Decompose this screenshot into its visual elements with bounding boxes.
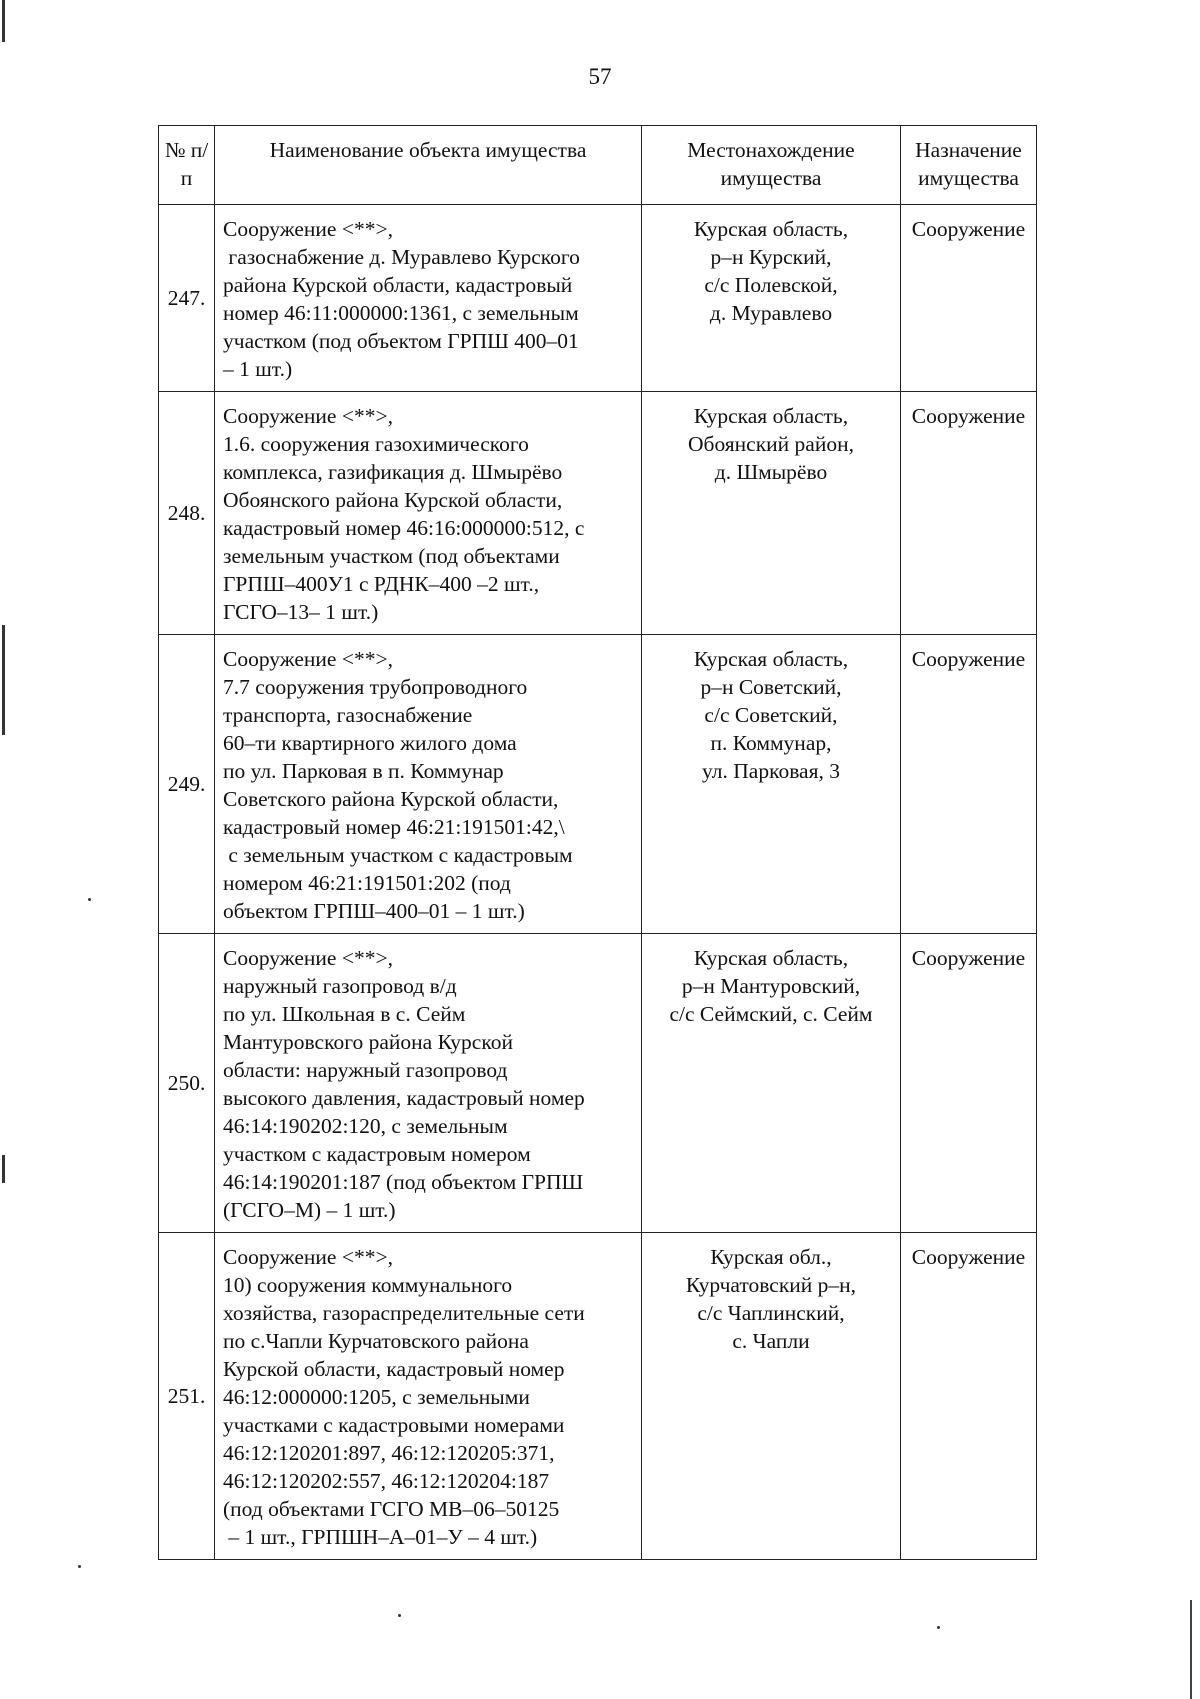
object-name-line: высокого давления, кадастровый номер	[223, 1086, 585, 1110]
object-name-line: 46:12:120202:557, 46:12:120204:187	[223, 1469, 550, 1493]
object-purpose: Сооружение	[901, 205, 1037, 392]
object-name-line: Сооружение <**>,	[223, 404, 393, 428]
object-name-line: области: наружный газопровод	[223, 1058, 508, 1082]
object-name-line: района Курской области, кадастровый	[223, 273, 573, 297]
object-location	[642, 1233, 901, 1560]
scan-dot-3	[398, 1614, 401, 1617]
row-number: 247.	[159, 205, 215, 392]
object-name-line: 7.7 сооружения трубопроводного	[223, 675, 528, 699]
object-purpose: Сооружение	[901, 635, 1037, 934]
object-name-line: хозяйства, газораспределительные сети	[223, 1301, 585, 1325]
object-location	[642, 392, 901, 635]
row-number: 248.	[159, 392, 215, 635]
object-location-line: Курская обл.,	[710, 1245, 832, 1269]
object-location-line: р–н Советский,	[700, 675, 842, 699]
header-purpose: Назначение имущества	[901, 126, 1037, 205]
scan-margin-mark-2	[2, 625, 5, 735]
row-number: 250.	[159, 934, 215, 1233]
object-name-line: земельным участком (под объектами	[223, 544, 560, 568]
object-name-line: по ул. Парковая в п. Коммунар	[223, 759, 504, 783]
object-name-line: – 1 шт.)	[223, 357, 293, 381]
object-location	[642, 205, 901, 392]
object-location	[642, 934, 901, 1233]
object-name-line: с земельным участком с кадастровым	[223, 843, 573, 867]
object-name-line: 1.6. сооружения газохимического	[223, 432, 529, 456]
object-name-line: 46:12:120201:897, 46:12:120205:371,	[223, 1441, 555, 1465]
object-name-line: объектом ГРПШ–400–01 – 1 шт.)	[223, 899, 525, 923]
object-location-line: с/с Советский,	[704, 703, 838, 727]
object-location-line: д. Муравлево	[709, 301, 833, 325]
scan-margin-mark-1	[2, 0, 5, 42]
object-name-line: Сооружение <**>,	[223, 217, 393, 241]
object-location-line: Курская область,	[693, 217, 849, 241]
table-row	[159, 934, 1037, 1233]
row-number: 249.	[159, 635, 215, 934]
object-location-line: р–н Мантуровский,	[681, 974, 861, 998]
object-name-line: Мантуровского района Курской	[223, 1030, 513, 1054]
table-row	[159, 392, 1037, 635]
object-location-line: с/с Чаплинский,	[697, 1301, 845, 1325]
table-row	[159, 635, 1037, 934]
object-name-line: транспорта, газоснабжение	[223, 703, 473, 727]
row-number: 251.	[159, 1233, 215, 1560]
object-name-line: участками с кадастровыми номерами	[223, 1413, 565, 1437]
object-location-line: Курская область,	[693, 647, 849, 671]
object-location-line: Курская область,	[693, 404, 849, 428]
table-row	[159, 1233, 1037, 1560]
header-location: Местонахождение имущества	[642, 126, 901, 205]
object-location-line: д. Шмырёво	[714, 460, 828, 484]
object-name-line: ГСГО–13– 1 шт.)	[223, 600, 379, 624]
object-name-line: номер 46:11:000000:1361, с земельным	[223, 301, 579, 325]
object-name	[215, 934, 642, 1233]
object-name-line: Сооружение <**>,	[223, 1245, 393, 1269]
object-name-line: – 1 шт., ГРПШН–А–01–У – 4 шт.)	[223, 1525, 538, 1549]
object-name-line: Курской области, кадастровый номер	[223, 1357, 565, 1381]
object-name-line: 46:12:000000:1205, с земельными	[223, 1385, 530, 1409]
object-name-line: Советского района Курской области,	[223, 787, 559, 811]
object-name-line: по с.Чапли Курчатовского района	[223, 1329, 529, 1353]
table-header-row	[159, 126, 1037, 205]
object-name	[215, 635, 642, 934]
object-location-line: п. Коммунар,	[710, 731, 832, 755]
object-name-line: газоснабжение д. Муравлево Курского	[223, 245, 580, 269]
object-name-line: Обоянского района Курской области,	[223, 488, 563, 512]
table-row	[159, 205, 1037, 392]
page-number: 57	[588, 64, 612, 89]
object-name-line: ГРПШ–400У1 с РДНК–400 –2 шт.,	[223, 572, 540, 596]
object-purpose: Сооружение	[901, 934, 1037, 1233]
object-name	[215, 392, 642, 635]
object-name-line: номером 46:21:191501:202 (под	[223, 871, 511, 895]
object-location-line: Курчатовский р–н,	[685, 1273, 857, 1297]
object-name	[215, 1233, 642, 1560]
scan-margin-mark-3	[2, 1155, 5, 1183]
object-purpose: Сооружение	[901, 1233, 1037, 1560]
object-purpose: Сооружение	[901, 392, 1037, 635]
object-name-line: наружный газопровод в/д	[223, 974, 457, 998]
scan-dot-2	[78, 1565, 81, 1568]
object-location-line: с. Чапли	[732, 1329, 810, 1353]
object-location-line: р–н Курский,	[710, 245, 832, 269]
object-location-line: с/с Сеймский, с. Сейм	[669, 1002, 873, 1026]
object-name-line: 46:14:190202:120, с земельным	[223, 1114, 508, 1138]
object-location-line: с/с Полевской,	[704, 273, 838, 297]
scan-right-mark	[1190, 1600, 1192, 1699]
property-table	[158, 125, 1037, 1560]
object-name-line: кадастровый номер 46:16:000000:512, с	[223, 516, 585, 540]
object-name-line: комплекса, газификация д. Шмырёво	[223, 460, 563, 484]
object-name-line: кадастровый номер 46:21:191501:42,\	[223, 815, 565, 839]
scan-dot-1	[88, 898, 91, 901]
object-location-line: Обоянский район,	[687, 432, 854, 456]
object-name-line: 46:14:190201:187 (под объектом ГРПШ	[223, 1170, 584, 1194]
scan-dot-4	[937, 1626, 940, 1629]
table-body	[159, 205, 1037, 1560]
object-location-line: Курская область,	[693, 946, 849, 970]
object-name-line: участком (под объектом ГРПШ 400–01	[223, 329, 579, 353]
object-name-line: по ул. Школьная в с. Сейм	[223, 1002, 466, 1026]
object-location-line: ул. Парковая, 3	[701, 759, 840, 783]
object-name	[215, 205, 642, 392]
object-name-line: (под объектами ГСГО МВ–06–50125	[223, 1497, 560, 1521]
object-name-line: (ГСГО–М) – 1 шт.)	[223, 1198, 396, 1222]
object-location	[642, 635, 901, 934]
header-num: № п/п	[159, 126, 215, 205]
object-name-line: участком с кадастровым номером	[223, 1142, 531, 1166]
header-name: Наименование объекта имущества	[215, 126, 642, 205]
object-name-line: 10) сооружения коммунального	[223, 1273, 513, 1297]
object-name-line: Сооружение <**>,	[223, 647, 393, 671]
object-name-line: 60–ти квартирного жилого дома	[223, 731, 517, 755]
object-name-line: Сооружение <**>,	[223, 946, 393, 970]
